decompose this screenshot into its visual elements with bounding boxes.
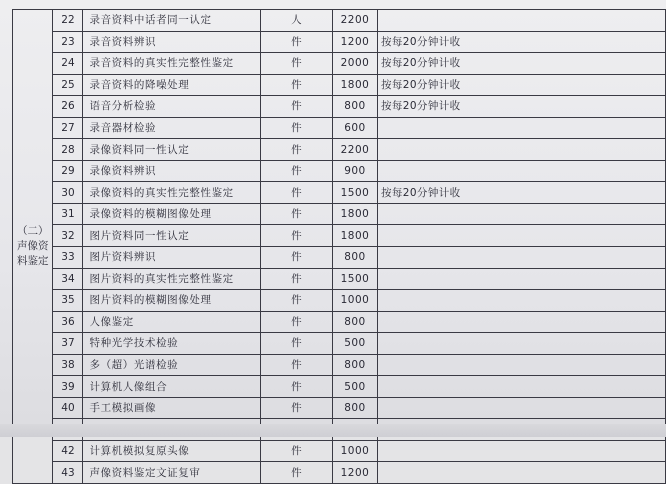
unit-cell: 件	[260, 462, 332, 484]
unit-cell: 件	[260, 160, 332, 182]
unit-cell: 件	[260, 225, 332, 247]
page-bottom-edge	[0, 424, 666, 437]
note-cell	[377, 397, 665, 419]
unit-cell: 件	[260, 31, 332, 53]
item-name-cell: 人像鉴定	[83, 311, 260, 333]
note-cell	[377, 354, 665, 376]
item-name-cell: 语音分析检验	[83, 96, 260, 118]
item-name-cell: 录音器材检验	[83, 117, 260, 139]
table-row	[13, 311, 666, 333]
price-cell: 900	[332, 160, 377, 182]
unit-cell: 件	[260, 96, 332, 118]
row-number-cell: 37	[53, 333, 83, 355]
item-name-cell: 图片资料的真实性完整性鉴定	[83, 268, 260, 290]
unit-cell: 件	[260, 268, 332, 290]
item-name-cell: 录音资料中话者同一认定	[83, 10, 260, 32]
item-name-cell: 录音资料的真实性完整性鉴定	[83, 53, 260, 75]
price-cell: 500	[332, 333, 377, 355]
table-row	[13, 182, 666, 204]
table-row	[13, 247, 666, 269]
table-row	[13, 462, 666, 484]
table-row	[13, 440, 666, 462]
row-number-cell: 32	[53, 225, 83, 247]
table-row	[13, 268, 666, 290]
table-row	[13, 160, 666, 182]
unit-cell: 件	[260, 397, 332, 419]
row-number-cell: 43	[53, 462, 83, 484]
row-number-cell: 39	[53, 376, 83, 398]
table-row	[13, 10, 666, 32]
table-row	[13, 74, 666, 96]
item-name-cell: 录像资料辨识	[83, 160, 260, 182]
unit-cell: 件	[260, 74, 332, 96]
note-cell: 按每20分钟计收	[377, 53, 665, 75]
row-number-cell: 25	[53, 74, 83, 96]
table-row	[13, 139, 666, 161]
price-cell: 2000	[332, 53, 377, 75]
row-number-cell: 29	[53, 160, 83, 182]
category-cell: （二）声像资料鉴定	[13, 10, 53, 484]
row-number-cell: 40	[53, 397, 83, 419]
note-cell: 按每20分钟计收	[377, 31, 665, 53]
price-cell: 1800	[332, 225, 377, 247]
unit-cell: 件	[260, 333, 332, 355]
unit-cell: 人	[260, 10, 332, 32]
row-number-cell: 22	[53, 10, 83, 32]
row-number-cell: 23	[53, 31, 83, 53]
price-cell: 1000	[332, 290, 377, 312]
row-number-cell: 27	[53, 117, 83, 139]
item-name-cell: 声像资料鉴定文证复审	[83, 462, 260, 484]
item-name-cell: 手工模拟画像	[83, 397, 260, 419]
price-cell: 1000	[332, 440, 377, 462]
row-number-cell: 34	[53, 268, 83, 290]
unit-cell: 件	[260, 376, 332, 398]
note-cell	[377, 440, 665, 462]
price-cell: 800	[332, 311, 377, 333]
note-cell	[377, 139, 665, 161]
row-number-cell: 31	[53, 203, 83, 225]
note-cell: 按每20分钟计收	[377, 74, 665, 96]
row-number-cell: 38	[53, 354, 83, 376]
table-row	[13, 225, 666, 247]
row-number-cell: 24	[53, 53, 83, 75]
note-cell	[377, 247, 665, 269]
unit-cell: 件	[260, 440, 332, 462]
table-row	[13, 96, 666, 118]
item-name-cell: 录音资料的降噪处理	[83, 74, 260, 96]
price-cell: 800	[332, 397, 377, 419]
note-cell	[377, 333, 665, 355]
item-name-cell: 图片资料同一性认定	[83, 225, 260, 247]
row-number-cell: 36	[53, 311, 83, 333]
unit-cell: 件	[260, 117, 332, 139]
note-cell	[377, 10, 665, 32]
note-cell: 按每20分钟计收	[377, 96, 665, 118]
unit-cell: 件	[260, 203, 332, 225]
note-cell	[377, 311, 665, 333]
table-row	[13, 203, 666, 225]
item-name-cell: 录像资料同一性认定	[83, 139, 260, 161]
price-cell: 2200	[332, 10, 377, 32]
price-cell: 800	[332, 247, 377, 269]
price-cell: 1800	[332, 203, 377, 225]
row-number-cell: 35	[53, 290, 83, 312]
table-row	[13, 117, 666, 139]
item-name-cell: 图片资料的模糊图像处理	[83, 290, 260, 312]
row-number-cell: 30	[53, 182, 83, 204]
price-cell: 1200	[332, 462, 377, 484]
note-cell	[377, 268, 665, 290]
note-cell	[377, 160, 665, 182]
note-cell	[377, 462, 665, 484]
fee-table	[12, 9, 666, 484]
fee-table-body	[13, 10, 666, 484]
row-number-cell: 26	[53, 96, 83, 118]
item-name-cell: 多（超）光谱检验	[83, 354, 260, 376]
price-cell: 1800	[332, 74, 377, 96]
note-cell	[377, 117, 665, 139]
row-number-cell: 33	[53, 247, 83, 269]
unit-cell: 件	[260, 247, 332, 269]
item-name-cell: 计算机模拟复原头像	[83, 440, 260, 462]
price-cell: 800	[332, 96, 377, 118]
item-name-cell: 特种光学技术检验	[83, 333, 260, 355]
price-cell: 800	[332, 354, 377, 376]
unit-cell: 件	[260, 139, 332, 161]
table-row	[13, 354, 666, 376]
item-name-cell: 录音资料辨识	[83, 31, 260, 53]
price-cell: 1500	[332, 182, 377, 204]
table-row	[13, 376, 666, 398]
note-cell	[377, 225, 665, 247]
item-name-cell: 录像资料的模糊图像处理	[83, 203, 260, 225]
unit-cell: 件	[260, 53, 332, 75]
item-name-cell: 计算机人像组合	[83, 376, 260, 398]
note-cell	[377, 290, 665, 312]
item-name-cell: 图片资料辨识	[83, 247, 260, 269]
unit-cell: 件	[260, 182, 332, 204]
price-cell: 500	[332, 376, 377, 398]
table-row	[13, 397, 666, 419]
note-cell	[377, 203, 665, 225]
price-cell: 1200	[332, 31, 377, 53]
row-number-cell: 28	[53, 139, 83, 161]
unit-cell: 件	[260, 354, 332, 376]
price-cell: 1500	[332, 268, 377, 290]
price-cell: 600	[332, 117, 377, 139]
unit-cell: 件	[260, 290, 332, 312]
table-row	[13, 333, 666, 355]
table-row	[13, 53, 666, 75]
row-number-cell: 42	[53, 440, 83, 462]
item-name-cell: 录像资料的真实性完整性鉴定	[83, 182, 260, 204]
table-row	[13, 31, 666, 53]
table-row	[13, 290, 666, 312]
unit-cell: 件	[260, 311, 332, 333]
note-cell	[377, 376, 665, 398]
price-cell: 2200	[332, 139, 377, 161]
note-cell: 按每20分钟计收	[377, 182, 665, 204]
